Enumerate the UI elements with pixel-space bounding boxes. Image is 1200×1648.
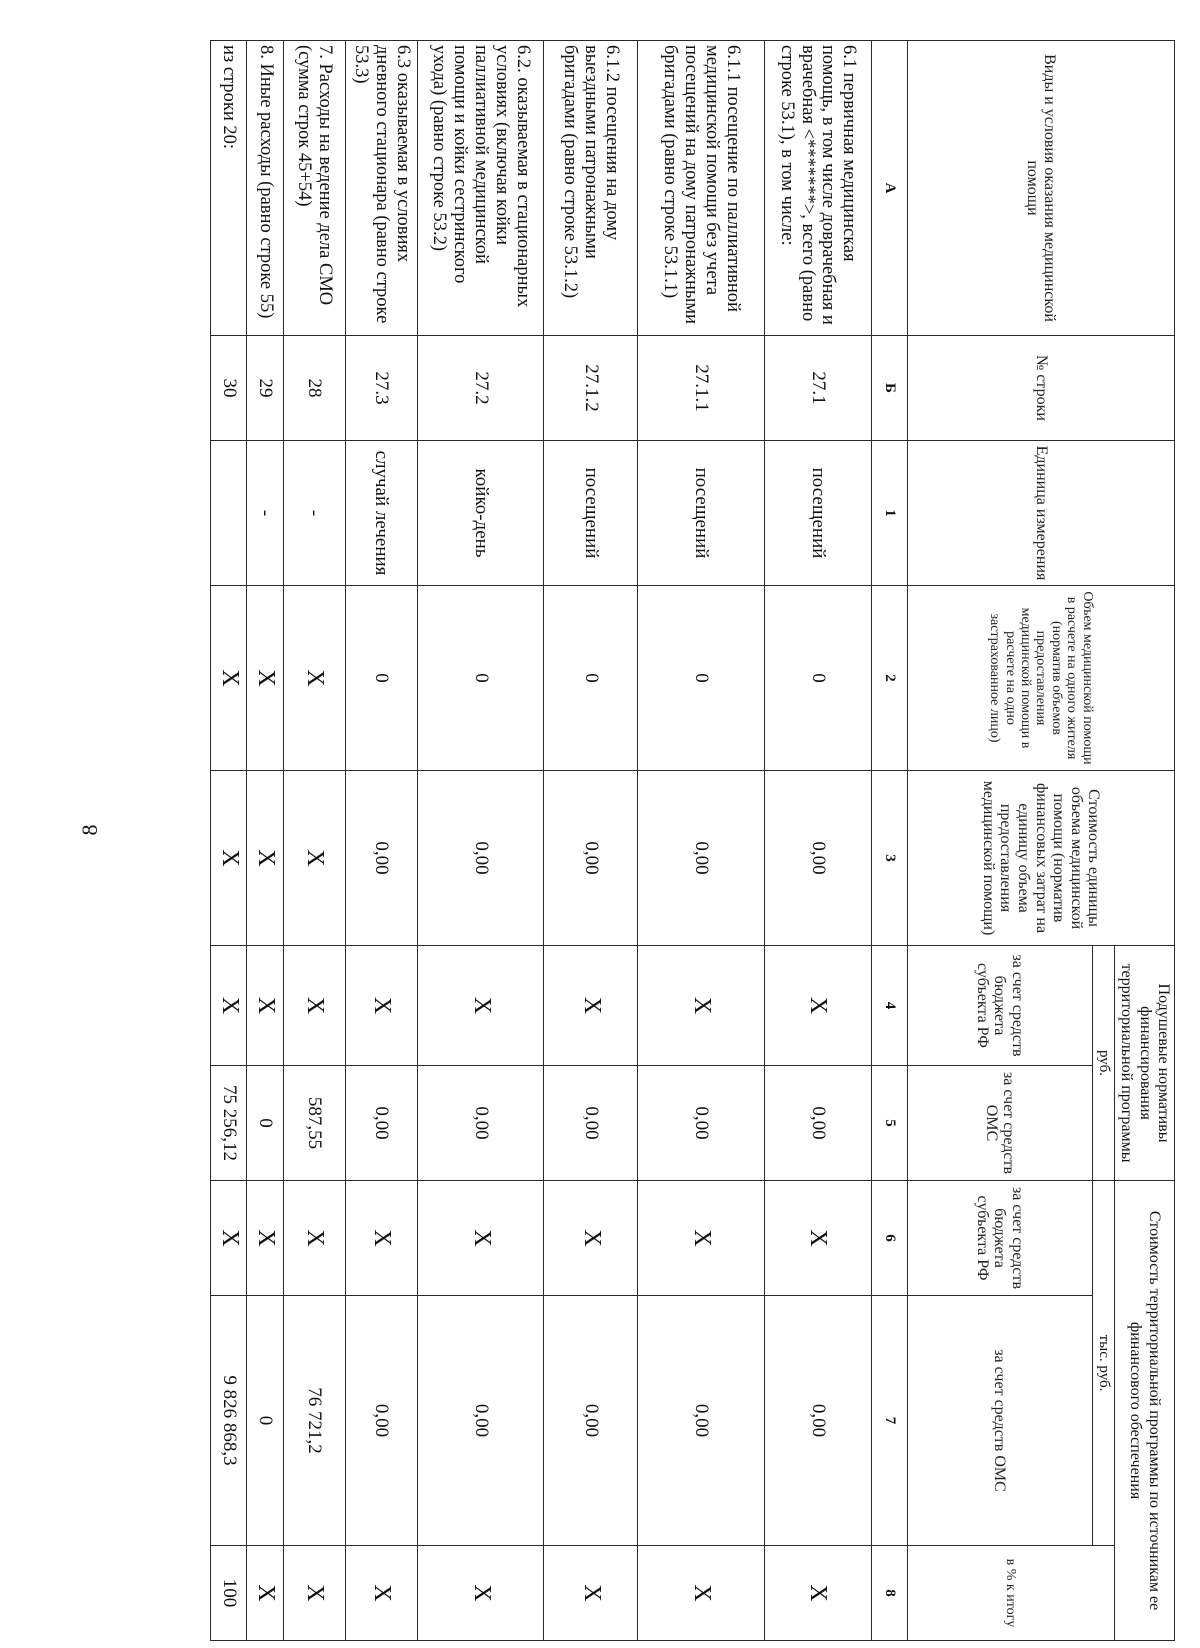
row-percent: X [638, 1546, 764, 1641]
row-volume: 0 [764, 586, 871, 771]
column-number: А [871, 41, 907, 336]
table-row [764, 41, 871, 1641]
row-number: 27.2 [418, 336, 544, 441]
header-oms-per-capita: за счет средств ОМС [907, 1066, 1092, 1181]
row-number: 27.3 [345, 336, 417, 441]
header-unit-cost: Стоимость единицы объема медицинской помощи (норматив финансовых затрат на единицу объема предоставления медицинской помощи) [907, 771, 1174, 946]
row-budget-cost: X [544, 1181, 638, 1296]
row-budget-per-capita: X [345, 946, 417, 1066]
row-label: 6.1.2 посещения на дому выездными патронажными бригадами (равно строке 53.1.2) [544, 41, 638, 336]
page-number: 8 [77, 824, 102, 836]
row-oms-per-capita: 0,00 [764, 1066, 871, 1181]
row-unit [211, 441, 247, 586]
row-unit-cost: 0,00 [638, 771, 764, 946]
row-budget-cost: X [211, 1181, 247, 1296]
row-unit-cost: X [247, 771, 283, 946]
table-row [544, 41, 638, 1641]
header-oms-cost: за счет средств ОМС [907, 1296, 1092, 1546]
table-row [345, 41, 417, 1641]
header-volume-norm: Объем медицинской помощи в расчете на одного жителя (норматив объемов предоставления медицинской помощи в расчете на одно застрахованное лицо) [907, 586, 1174, 771]
row-budget-per-capita: X [247, 946, 283, 1066]
row-unit-cost: 0,00 [544, 771, 638, 946]
row-label: 6.1 первичная медицинская помощь, в том числе доврачебная и врачебная <*******>, всего (равно строке 53.1), в том числе: [764, 41, 871, 336]
header-per-capita-group: Подушевые нормативы финансирования территориальной программы [1114, 946, 1174, 1181]
row-oms-cost: 9 826 868,3 [211, 1296, 247, 1546]
rotated-page [210, 40, 1175, 1640]
header-unit: Единица измерения [907, 441, 1174, 586]
column-number: 4 [871, 946, 907, 1066]
row-volume: 0 [345, 586, 417, 771]
row-number: 29 [247, 336, 283, 441]
row-percent: X [764, 1546, 871, 1641]
column-number: 7 [871, 1296, 907, 1546]
header-kinds-conditions: Виды и условия оказания медицинской помощи [907, 41, 1174, 336]
row-number: 30 [211, 336, 247, 441]
row-budget-cost: X [764, 1181, 871, 1296]
row-budget-cost: X [283, 1181, 345, 1296]
row-unit-cost: X [211, 771, 247, 946]
table-row [418, 41, 544, 1641]
row-label: из строки 20: [211, 41, 247, 336]
row-percent: 100 [211, 1546, 247, 1641]
row-unit-cost: X [283, 771, 345, 946]
table-row [211, 41, 247, 1641]
row-number: 27.1 [764, 336, 871, 441]
row-volume: 0 [418, 586, 544, 771]
row-label: 8. Иные расходы (равно строке 55) [247, 41, 283, 336]
table-row [638, 41, 764, 1641]
header-budget-rf-cost: за счет средств бюджета субъекта РФ [907, 1181, 1092, 1296]
header-percent-total: в % к итогу [907, 1546, 1114, 1641]
row-unit-cost: 0,00 [345, 771, 417, 946]
row-volume: 0 [544, 586, 638, 771]
row-label: 7. Расходы на ведение дела СМО (сумма строк 45+54) [283, 41, 345, 336]
header-budget-rf-per-capita: за счет средств бюджета субъекта РФ [907, 946, 1092, 1066]
row-budget-per-capita: X [764, 946, 871, 1066]
financing-table [210, 40, 1175, 1641]
column-number: 8 [871, 1546, 907, 1641]
column-number: 6 [871, 1181, 907, 1296]
row-oms-cost: 0,00 [345, 1296, 417, 1546]
row-unit: - [247, 441, 283, 586]
row-oms-per-capita: 0,00 [544, 1066, 638, 1181]
row-number: 27.1.1 [638, 336, 764, 441]
row-budget-per-capita: X [283, 946, 345, 1066]
row-oms-cost: 0,00 [638, 1296, 764, 1546]
row-volume: X [211, 586, 247, 771]
row-unit-cost: 0,00 [418, 771, 544, 946]
row-unit: койко-день [418, 441, 544, 586]
row-oms-per-capita: 587,55 [283, 1066, 345, 1181]
row-volume: 0 [638, 586, 764, 771]
row-number: 28 [283, 336, 345, 441]
row-oms-cost: 0,00 [418, 1296, 544, 1546]
header-unit-tys-rub: тыс. руб. [1092, 1181, 1114, 1546]
row-budget-cost: X [638, 1181, 764, 1296]
row-budget-per-capita: X [544, 946, 638, 1066]
row-percent: X [345, 1546, 417, 1641]
row-oms-per-capita: 0,00 [638, 1066, 764, 1181]
row-percent: X [247, 1546, 283, 1641]
row-oms-cost: 76 721,2 [283, 1296, 345, 1546]
row-unit: посещений [764, 441, 871, 586]
row-percent: X [544, 1546, 638, 1641]
row-unit: посещений [544, 441, 638, 586]
column-number: 5 [871, 1066, 907, 1181]
header-unit-rub: руб. [1092, 946, 1114, 1181]
row-oms-cost: 0,00 [764, 1296, 871, 1546]
row-percent: X [418, 1546, 544, 1641]
column-number: 3 [871, 771, 907, 946]
row-number: 27.1.2 [544, 336, 638, 441]
table-row [247, 41, 283, 1641]
row-unit-cost: 0,00 [764, 771, 871, 946]
row-volume: X [247, 586, 283, 771]
header-row-number: № строки [907, 336, 1174, 441]
row-budget-per-capita: X [211, 946, 247, 1066]
row-oms-per-capita: 75 256,12 [211, 1066, 247, 1181]
row-budget-per-capita: X [638, 946, 764, 1066]
table-row [283, 41, 345, 1641]
row-volume: X [283, 586, 345, 771]
row-label: 6.2. оказываемая в стационарных условиях (включая койки паллиативной медицинской помощи и койки сестринского ухода) (равно строке 53.2) [418, 41, 544, 336]
row-oms-cost: 0 [247, 1296, 283, 1546]
row-oms-per-capita: 0,00 [418, 1066, 544, 1181]
column-number: 2 [871, 586, 907, 771]
row-oms-per-capita: 0 [247, 1066, 283, 1181]
row-unit: посещений [638, 441, 764, 586]
row-oms-cost: 0,00 [544, 1296, 638, 1546]
row-unit: - [283, 441, 345, 586]
column-number: Б [871, 336, 907, 441]
header-program-cost-group: Стоимость территориальной программы по источникам ее финансового обеспечения [1114, 1181, 1174, 1641]
row-budget-cost: X [345, 1181, 417, 1296]
row-oms-per-capita: 0,00 [345, 1066, 417, 1181]
row-budget-cost: X [247, 1181, 283, 1296]
row-unit: случай лечения [345, 441, 417, 586]
row-budget-per-capita: X [418, 946, 544, 1066]
row-percent: X [283, 1546, 345, 1641]
row-label: 6.1.1 посещение по паллиативной медицинской помощи без учета посещений на дому патронажными бригадами (равно строке 53.1.1) [638, 41, 764, 336]
row-label: 6.3 оказываемая в условиях дневного стационара (равно строке 53.3) [345, 41, 417, 336]
column-number: 1 [871, 441, 907, 586]
row-budget-cost: X [418, 1181, 544, 1296]
